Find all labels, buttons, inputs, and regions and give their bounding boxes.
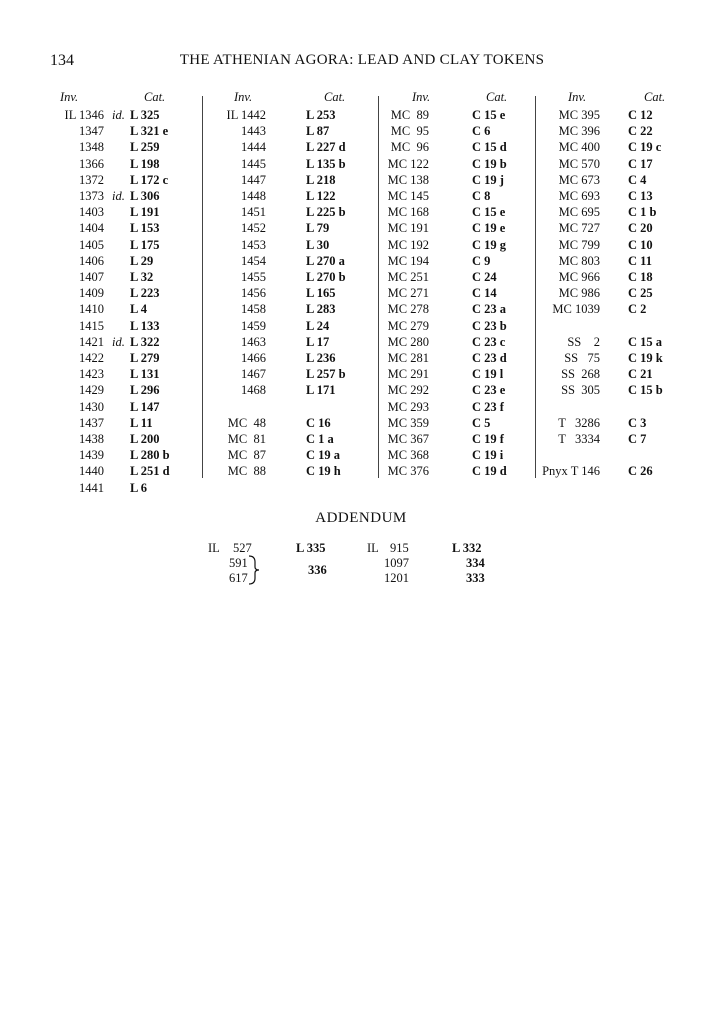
inv-number: 1468 [241,383,266,398]
cat-number: C 19 d [472,464,507,479]
inv-number: MC 293 [387,399,429,414]
inv-number: 1454 [241,253,266,268]
inv-number: 1372 [79,172,104,187]
cat-number: L 280 b [130,448,170,463]
addendum-left-inv: 617 [229,571,248,585]
inv-number: MC 799 [558,237,600,252]
inv-number: MC 96 [390,140,429,155]
cat-number: L 147 [130,399,160,414]
inv-number: 1458 [241,302,266,317]
cat-number: L 325 [130,108,160,122]
inv-number: MC 673 [558,172,600,187]
page-number: 134 [50,52,74,69]
inv-number: MC 251 [387,270,429,284]
cat-number: C 22 [628,124,653,139]
cat-number: L 87 [306,124,330,139]
inv-number: 1443 [241,124,266,139]
cat-number: C 26 [628,464,653,479]
cat-number: C 19 i [472,448,504,463]
inv-number: 1437 [79,415,104,430]
inv-number: SS 268 [561,367,600,382]
cat-number: C 24 [472,270,497,284]
inv-number: T 3334 [558,432,600,446]
inv-number: MC 695 [558,205,600,220]
cat-number: L 321 e [130,124,169,139]
addendum-table [0,540,722,600]
cat-number: C 19 g [472,237,507,252]
inv-number: 1445 [241,156,266,171]
cat-number: C 9 [472,253,491,268]
cat-number: C 1 b [628,205,657,220]
inv-number: MC 89 [390,108,429,122]
inv-number: MC 367 [387,432,429,446]
addendum-right-cat: L 332 [452,541,482,555]
cat-number: L 322 [130,334,160,349]
inv-number: 1404 [79,221,104,236]
cat-number: L 198 [130,156,160,171]
inv-number: 1444 [241,140,266,155]
inv-number: 1429 [79,383,104,398]
cat-number: C 12 [628,108,653,122]
inv-number: 1467 [241,367,266,382]
cat-number: L 11 [130,415,153,430]
inv-number: 1422 [79,351,104,365]
cat-header: Cat. [486,90,508,104]
column-divider [202,96,203,478]
cat-number: C 6 [472,124,491,139]
inv-header: Inv. [568,90,587,104]
cat-number: C 19 b [472,156,507,171]
inv-number: MC 271 [387,286,429,301]
cat-number: C 19 e [472,221,506,236]
cat-number: C 19 c [628,140,662,155]
cat-number: L 153 [130,221,160,236]
cat-number: C 1 a [306,432,334,446]
inv-number: MC 145 [387,189,429,203]
addendum-title: ADDENDUM [315,510,407,526]
inv-number: 1438 [79,432,104,446]
inv-number: 1459 [241,318,266,333]
cat-number: L 172 c [130,172,169,187]
inv-number: 1415 [79,318,104,333]
cat-number: C 15 b [628,383,663,398]
inv-number: MC 359 [387,415,429,430]
cat-number: L 223 [130,286,160,301]
cat-number: C 10 [628,237,653,252]
cat-number: L 4 [130,302,148,317]
cat-number: L 283 [306,302,336,317]
cat-number: C 25 [628,286,653,301]
inv-number: 1405 [79,237,104,252]
inv-header: Inv. [412,90,431,104]
inv-number: 1366 [79,156,104,171]
cat-number: L 270 a [306,253,345,268]
cat-number: L 251 d [130,464,170,479]
cat-number: C 15 e [472,108,506,122]
cat-number: C 23 c [472,334,506,349]
running-header [0,52,722,74]
inv-number: MC 281 [387,351,429,365]
cat-number: C 17 [628,156,653,171]
cat-number: C 23 e [472,383,506,398]
cat-number: L 253 [306,108,336,122]
inv-number: MC 278 [387,302,429,317]
inv-number: MC 1039 [552,302,600,317]
cat-number: L 131 [130,367,160,382]
cat-number: L 79 [306,221,330,236]
inv-number: 1451 [241,205,266,220]
inv-number: 1430 [79,399,104,414]
cat-number: L 227 d [306,140,346,155]
cat-number: L 236 [306,351,336,365]
cat-number: L 6 [130,480,148,495]
inv-number: 1373 [79,189,104,203]
addendum-left-inv: 527 [233,541,252,555]
cat-number: C 19 a [306,448,341,463]
cat-number: L 270 b [306,270,346,284]
cat-number: L 30 [306,237,330,252]
inv-number: 1447 [241,172,266,187]
inv-number: MC 95 [390,124,429,139]
inv-number: 1403 [79,205,104,220]
inv-number: 1421 [79,334,104,349]
inv-number: MC 168 [387,205,429,220]
cat-number: L 191 [130,205,160,220]
addendum-left-inv: 591 [229,556,248,570]
cat-number: C 16 [306,415,331,430]
inv-number: 1456 [241,286,266,301]
id-marker: id. [112,334,125,349]
inv-number: MC 192 [387,237,429,252]
cat-number: L 171 [306,383,336,398]
id-marker: id. [112,108,125,122]
inv-number: MC 291 [387,367,429,382]
inv-number: 1452 [241,221,266,236]
inv-number: MC 400 [558,140,600,155]
inv-number: MC 395 [558,108,600,122]
inv-number: MC 81 [227,432,266,446]
addendum-left-cat: 336 [308,563,327,577]
cat-number: L 135 b [306,156,346,171]
inv-number: 1466 [241,351,266,365]
inv-number: 1439 [79,448,104,463]
inv-number: MC 88 [227,464,266,479]
inv-header: Inv. [234,90,253,104]
inv-number: IL 1346 [64,108,104,122]
inv-number: MC 138 [387,172,429,187]
cat-number: C 23 a [472,302,507,317]
inv-number: 1348 [79,140,104,155]
inv-number: 1423 [79,367,104,382]
addendum-right-cat: 334 [466,556,485,570]
inv-number: 1407 [79,270,104,284]
cat-number: L 32 [130,270,154,284]
inv-number: 1409 [79,286,104,301]
cat-number: L 306 [130,189,160,203]
cat-number: L 279 [130,351,160,365]
cat-number: C 19 h [306,464,341,479]
inv-number: IL 1442 [226,108,266,122]
inv-number: MC 368 [387,448,429,463]
inv-number: T 3286 [558,415,600,430]
inv-number: MC 803 [558,253,600,268]
cat-number: L 165 [306,286,336,301]
page-title: THE ATHENIAN AGORA: LEAD AND CLAY TOKENS [179,52,545,68]
inv-number: 1347 [79,124,104,139]
column-divider [378,96,379,478]
inv-number: MC 87 [227,448,266,463]
cat-number: C 5 [472,415,491,430]
inv-number: MC 279 [387,318,429,333]
inv-number: 1440 [79,464,104,479]
inv-number: 1406 [79,253,104,268]
inv-number: 1463 [241,334,266,349]
cat-number: C 14 [472,286,497,301]
inv-number: MC 48 [227,415,266,430]
inv-number: MC 727 [558,221,600,236]
cat-number: C 23 b [472,318,507,333]
cat-number: C 19 k [628,351,663,365]
cat-header: Cat. [644,90,666,104]
inv-number: MC 986 [558,286,600,301]
cat-number: L 296 [130,383,160,398]
addendum-right-cat: 333 [466,571,485,585]
cat-number: C 8 [472,189,491,203]
inv-number: 1448 [241,189,266,203]
addendum-left-prefix: IL [208,541,220,555]
cat-number: L 133 [130,318,160,333]
column-divider [535,96,536,478]
inv-number: MC 570 [558,156,600,171]
addendum-left-cat: L 335 [296,541,326,555]
inv-number: MC 292 [387,383,429,398]
cat-number: C 23 d [472,351,507,365]
brace-icon [247,555,261,585]
cat-number: L 122 [306,189,336,203]
cat-number: C 15 d [472,140,507,155]
addendum-right-inv: 915 [390,541,409,555]
cat-number: C 3 [628,415,647,430]
cat-number: L 24 [306,318,330,333]
cat-number: C 20 [628,221,653,236]
cat-number: L 225 b [306,205,346,220]
cat-number: L 17 [306,334,330,349]
inv-header: Inv. [60,90,79,104]
addendum-right-inv: 1097 [384,556,409,570]
inv-number: SS 75 [564,351,600,365]
cat-number: C 11 [628,253,652,268]
cat-number: C 15 e [472,205,506,220]
cat-number: L 257 b [306,367,346,382]
cat-number: C 19 f [472,432,504,446]
cat-header: Cat. [324,90,346,104]
inv-number: 1455 [241,270,266,284]
inv-number: 1453 [241,237,266,252]
cat-header: Cat. [144,90,166,104]
inv-number: 1441 [79,480,104,495]
addendum-right-prefix: IL [367,541,379,555]
cat-number: C 23 f [472,399,504,414]
cat-number: C 18 [628,270,653,284]
inv-number: MC 191 [387,221,429,236]
inv-number: MC 396 [558,124,600,139]
inv-number: MC 376 [387,464,429,479]
cat-number: C 13 [628,189,653,203]
inv-number: MC 280 [387,334,429,349]
cat-number: C 19 j [472,172,504,187]
cat-number: L 175 [130,237,160,252]
cat-number: C 7 [628,432,647,446]
addendum-right-inv: 1201 [384,571,409,585]
inv-number: Pnyx T 146 [542,464,600,479]
cat-number: C 21 [628,367,653,382]
cat-number: C 2 [628,302,647,317]
inv-number: 1410 [79,302,104,317]
cat-number: C 4 [628,172,647,187]
id-marker: id. [112,189,125,203]
cat-number: L 218 [306,172,336,187]
inv-number: SS 305 [561,383,600,398]
cat-number: C 15 a [628,334,663,349]
cat-number: L 259 [130,140,160,155]
cat-number: L 200 [130,432,160,446]
cat-number: L 29 [130,253,154,268]
inv-number: SS 2 [567,334,600,349]
inv-number: MC 966 [558,270,600,284]
cat-number: C 19 l [472,367,504,382]
inv-number: MC 122 [387,156,429,171]
inv-number: MC 194 [387,253,429,268]
concordance-table [48,90,670,495]
inv-number: MC 693 [558,189,600,203]
